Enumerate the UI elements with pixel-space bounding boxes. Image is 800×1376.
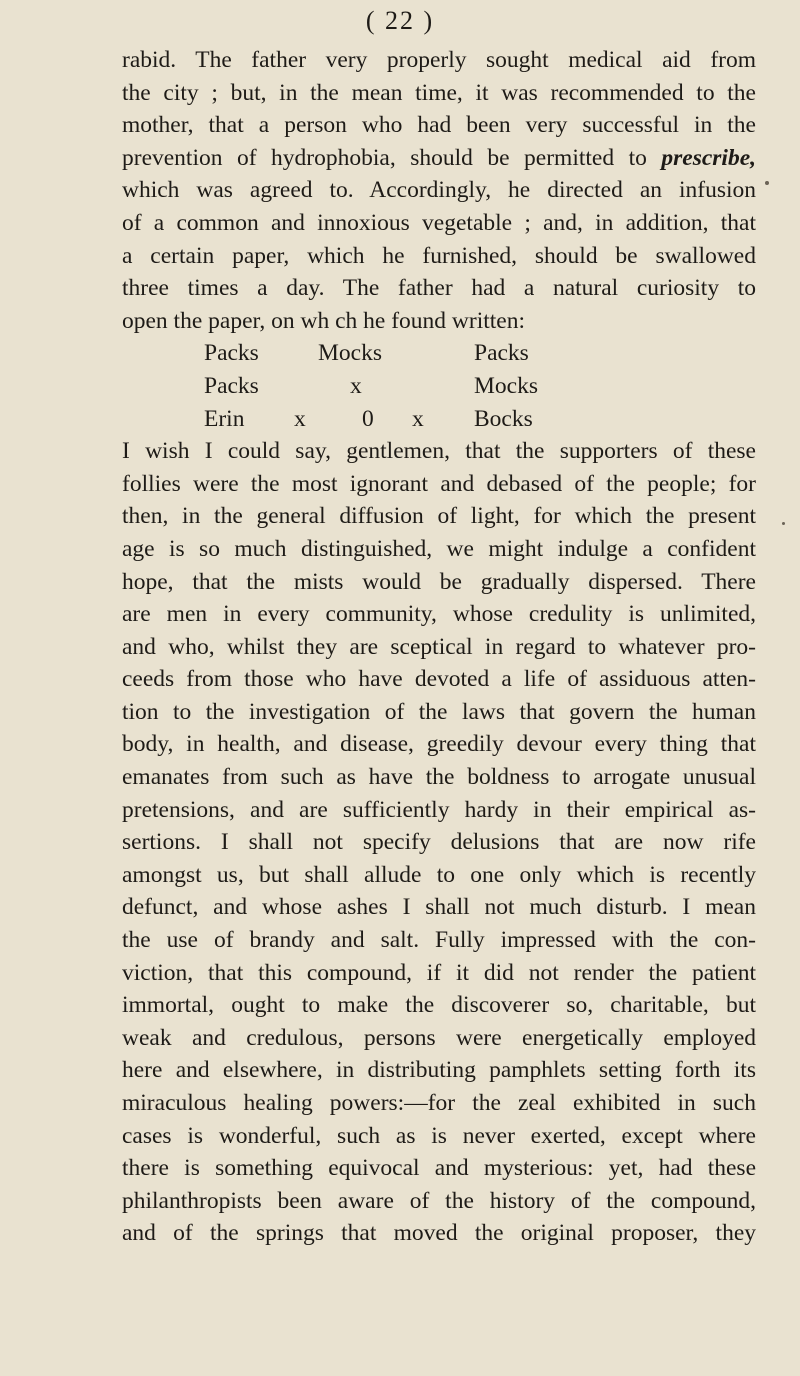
text-line: and who, whilst they are sceptical in regard to whatever pro- bbox=[122, 633, 756, 660]
cipher-word: Packs bbox=[204, 340, 259, 367]
text-line: body, in health, and disease, greedily devour every thing that bbox=[122, 731, 756, 758]
text-line: and of the springs that moved the original proposer, they bbox=[122, 1220, 756, 1247]
emphasis-word: prescribe, bbox=[661, 144, 757, 171]
cipher-cross: x bbox=[350, 372, 362, 399]
cipher-row-1 bbox=[122, 337, 756, 370]
body-text bbox=[122, 44, 756, 1250]
text-line: the city ; but, in the mean time, it was recommended to the bbox=[122, 79, 756, 106]
text-line: follies were the most ignorant and debased of the people; for bbox=[122, 470, 756, 497]
text-line: sertions. I shall not specify delusions that are now rife bbox=[122, 829, 756, 856]
text-line: hope, that the mists would be gradually dispersed. There bbox=[122, 568, 756, 595]
text-line: tion to the investigation of the laws that govern the human bbox=[122, 698, 756, 725]
cipher-cross: x bbox=[412, 405, 424, 432]
cipher-word: Mocks bbox=[474, 372, 538, 399]
text-line bbox=[122, 142, 756, 175]
text-line: open the paper, on wh ch he found written: bbox=[122, 307, 526, 334]
text-line: defunct, and whose ashes I shall not much disturb. I mean bbox=[122, 894, 756, 921]
paper-speck bbox=[782, 522, 785, 525]
text-line: pretensions, and are sufficiently hardy in their empirical as- bbox=[122, 796, 756, 823]
cipher-word: Packs bbox=[474, 340, 529, 367]
text-line: age is so much distinguished, we might indulge a confident bbox=[122, 535, 756, 562]
text-line: here and elsewhere, in distributing pamphlets setting forth its bbox=[122, 1057, 756, 1084]
page-number: ( 22 ) bbox=[365, 6, 435, 35]
cipher-word: Bocks bbox=[474, 405, 533, 432]
text-line: viction, that this compound, if it did not render the patient bbox=[122, 959, 756, 986]
text-line-start: prevention of hydrophobia, should be permitted to bbox=[122, 144, 647, 171]
text-line: ceeds from those who have devoted a life of assiduous atten- bbox=[122, 666, 756, 693]
text-line: philanthropists been aware of the history of the compound, bbox=[122, 1187, 756, 1214]
text-line: a certain paper, which he furnished, should be swallowed bbox=[122, 242, 756, 269]
text-line: which was agreed to. Accordingly, he directed an infusion bbox=[122, 177, 756, 204]
text-line: weak and credulous, persons were energetically employed bbox=[122, 1024, 756, 1051]
text-line: I wish I could say, gentlemen, that the supporters of these bbox=[122, 438, 756, 465]
text-line: mother, that a person who had been very successful in the bbox=[122, 112, 756, 139]
text-line: are men in every community, whose credulity is unlimited, bbox=[122, 601, 756, 628]
text-line: cases is wonderful, such as is never exerted, except where bbox=[122, 1122, 756, 1149]
text-line: three times a day. The father had a natural curiosity to bbox=[122, 275, 756, 302]
cipher-row-3 bbox=[122, 403, 756, 436]
text-line: rabid. The father very properly sought medical aid from bbox=[122, 47, 756, 73]
cipher-row-2 bbox=[122, 370, 756, 403]
text-line: amongst us, but shall allude to one only which is recently bbox=[122, 861, 756, 888]
paragraph-2 bbox=[122, 435, 756, 1250]
paper-speck bbox=[765, 181, 769, 185]
cipher-word: Mocks bbox=[318, 340, 382, 367]
paragraph-1 bbox=[122, 44, 756, 337]
text-line: then, in the general diffusion of light, for which the present bbox=[122, 503, 756, 530]
cipher-cross: x bbox=[294, 405, 306, 432]
cipher-word: Erin bbox=[204, 405, 245, 432]
text-line: immortal, ought to make the discoverer so, charitable, but bbox=[122, 992, 756, 1019]
text-line: emanates from such as have the boldness to arrogate unusual bbox=[122, 764, 756, 791]
cipher-block bbox=[122, 337, 756, 435]
text-line: there is something equivocal and mysterious: yet, had these bbox=[122, 1155, 756, 1182]
text-line: the use of brandy and salt. Fully impressed with the con- bbox=[122, 927, 756, 954]
text-line: miraculous healing powers:—for the zeal exhibited in such bbox=[122, 1090, 756, 1116]
cipher-zero: 0 bbox=[362, 405, 374, 432]
text-line: of a common and innoxious vegetable ; and, in addition, that bbox=[122, 209, 756, 236]
cipher-word: Packs bbox=[204, 372, 259, 399]
